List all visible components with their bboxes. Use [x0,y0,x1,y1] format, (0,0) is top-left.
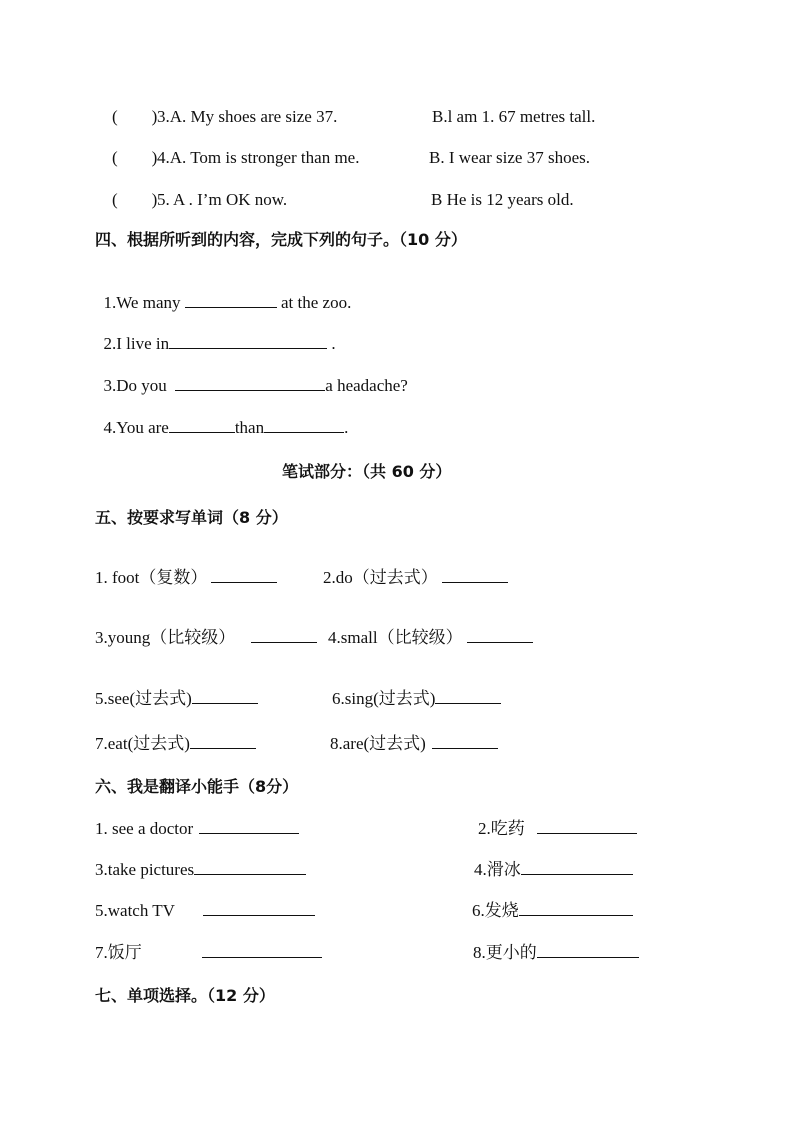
answer-blank[interactable] [190,734,256,749]
translate-label: 4.滑冰 [474,860,521,879]
written-part-title: 笔试部分：（共 60 分） [282,462,452,481]
section-4-title: 四、根据所听到的内容，完成下列的句子。（10 分） [95,230,467,249]
word-label: 5.see(过去式) [95,689,192,708]
answer-blank[interactable] [194,860,306,875]
option-b: B. I wear size 37 shoes. [429,148,590,167]
word-item [95,689,258,709]
sentence-text: 3.Do you [103,376,176,395]
answer-blank[interactable] [435,689,501,704]
sentence-4 [95,398,348,438]
answer-blank[interactable] [185,293,277,308]
word-item [95,628,317,648]
answer-blank[interactable] [519,901,633,916]
sentence-text: 1.We many [103,293,185,312]
translate-label: 8.更小的 [473,943,537,962]
answer-blank[interactable] [169,334,327,349]
translate-item [472,901,633,921]
translate-label: 1. see a doctor [95,819,194,838]
answer-blank[interactable] [537,943,639,958]
word-label: 2.do（过去式） [323,568,438,587]
answer-blank[interactable] [175,376,325,391]
translate-item [473,943,639,963]
translate-label: 5.watch TV [95,901,175,920]
sentence-text: 2.I live in [103,334,170,353]
answer-blank[interactable] [442,568,508,583]
word-item [332,689,501,709]
translate-label: 6.发烧 [472,901,519,920]
word-label: 3.young（比较级） [95,628,236,647]
answer-blank[interactable] [251,628,317,643]
answer-blank[interactable] [169,418,235,433]
option-a: 5. A . I’m OK now. [157,190,288,209]
answer-blank[interactable] [537,819,637,834]
sentence-2 [95,314,336,354]
word-item [330,734,498,754]
translate-item [95,901,315,921]
translate-item [95,943,322,963]
translate-label: 7.饭厅 [95,943,142,962]
answer-blank[interactable] [199,819,299,834]
answer-blank[interactable] [467,628,533,643]
translate-label: 2.吃药 [478,819,525,838]
answer-blank[interactable] [203,901,315,916]
answer-blank[interactable] [192,689,258,704]
option-a: 3.A. My shoes are size 37. [157,107,338,126]
word-label: 7.eat(过去式) [95,734,190,753]
answer-blank[interactable] [211,568,277,583]
word-label: 4.small（比较级） [328,628,463,647]
sentence-3 [95,356,408,396]
answer-blank[interactable] [432,734,498,749]
translate-item [95,860,306,880]
word-label: 8.are(过去式) [330,734,426,753]
option-b: B.l am 1. 67 metres tall. [432,107,596,126]
sentence-text: than [234,418,265,437]
word-label: 1. foot（复数） [95,568,208,587]
question-paren[interactable]: ( ) [112,148,158,167]
translate-item [95,819,299,839]
section-5-title: 五、按要求写单词（8 分） [95,508,288,527]
section-7-title: 七、单项选择。（12 分） [95,986,275,1005]
question-paren[interactable]: ( ) [112,107,158,126]
word-item [328,628,533,648]
sentence-text: a headache? [325,376,408,395]
translate-label: 3.take pictures [95,860,195,879]
sentence-text: . [344,418,349,437]
sentence-1 [95,273,351,313]
answer-blank[interactable] [264,418,344,433]
translate-item [474,860,633,880]
answer-blank[interactable] [202,943,322,958]
option-b: B He is 12 years old. [431,190,574,209]
word-item [95,734,256,754]
question-paren[interactable]: ( ) [112,190,158,209]
sentence-text: . [327,334,336,353]
word-item [95,568,277,588]
translate-item [478,819,637,839]
word-label: 6.sing(过去式) [332,689,436,708]
sentence-text: 4.You are [103,418,169,437]
sentence-text: at the zoo. [276,293,352,312]
word-item [323,568,508,588]
option-a: 4.A. Tom is stronger than me. [157,148,360,167]
answer-blank[interactable] [521,860,633,875]
section-6-title: 六、我是翻译小能手（8分） [95,777,299,796]
